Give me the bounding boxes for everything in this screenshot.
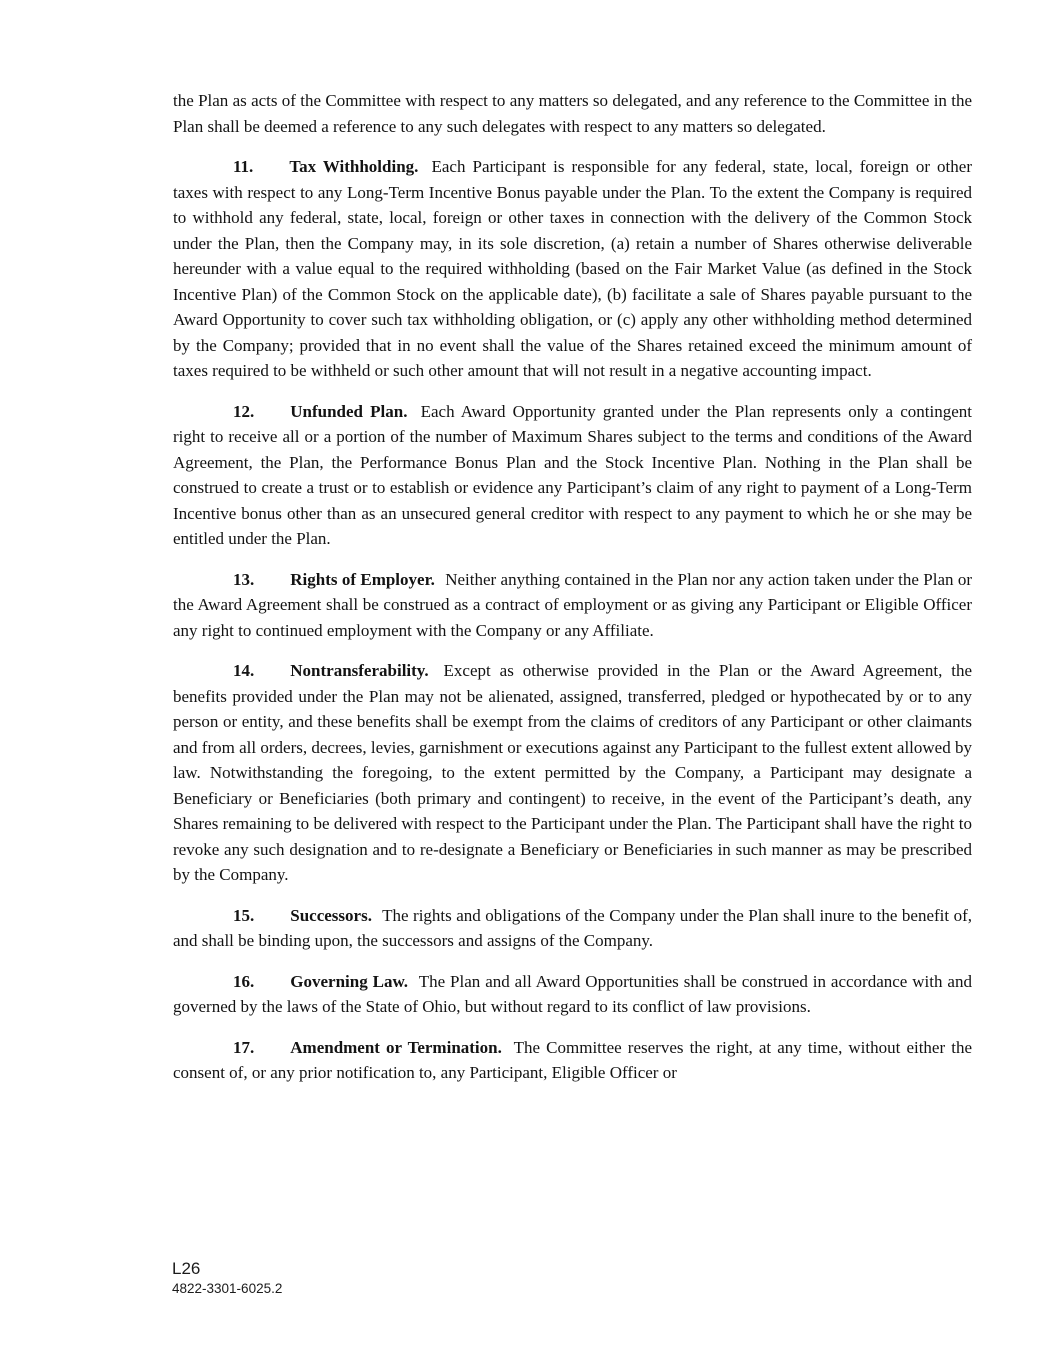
page-footer bbox=[172, 1258, 282, 1297]
section-number: 12. bbox=[233, 401, 255, 421]
section-title: Nontransferability. bbox=[290, 661, 429, 680]
section-body: The rights and obligations of the Company under the Plan shall inure to the benefit of, and shall be binding upon, the successors and assigns of the Company. bbox=[173, 905, 972, 950]
section-body: Each Participant is responsible for any federal, state, local, foreign or other taxes with respect to any Long-Term Incentive Bonus payable under the Plan. To the extent the Company is required to withhold any federal, state, local, foreign or other taxes in connection with the delivery of the Common Stock under the Plan, then the Company may, in its sole discretion, (a) retain a number of Shares otherwise deliverable hereunder with a value equal to the required withholding (based on the Fair Market Value (as defined in the Stock Incentive Plan) of the Common Stock on the applicable date), (b) facilitate a sale of Shares payable pursuant to the Award Opportunity to cover such tax withholding obligation, or (c) apply any other withholding method determined by the Company; provided that in no event shall the value of the Shares retained exceed the minimum amount of taxes required to be withheld or such other amount that will not result in a negative accounting impact. bbox=[173, 157, 972, 380]
section-paragraph-14 bbox=[173, 658, 972, 888]
section-body: The Committee reserves the right, at any time, without either the consent of, or any prior notification to, any Participant, Eligible Officer or bbox=[173, 1037, 972, 1082]
section-number: 15. bbox=[233, 905, 255, 925]
section-number: 14. bbox=[233, 661, 255, 680]
section-paragraph-16 bbox=[173, 969, 972, 1020]
page-label: L26 bbox=[172, 1259, 201, 1278]
document-control-number: 4822-3301-6025.2 bbox=[172, 1281, 283, 1296]
section-paragraph-17 bbox=[173, 1035, 972, 1086]
section-paragraph-12 bbox=[173, 399, 972, 552]
section-number: 11. bbox=[233, 157, 254, 176]
continuation-paragraph-text: the Plan as acts of the Committee with respect to any matters so delegated, and any reference to the Committee in the Plan shall be deemed a reference to any such delegates with respect to any matters so delegated. bbox=[173, 91, 972, 136]
section-title: Rights of Employer. bbox=[290, 569, 435, 589]
section-paragraph-13 bbox=[173, 567, 972, 644]
section-paragraph-15 bbox=[173, 903, 972, 954]
section-title: Unfunded Plan. bbox=[290, 401, 408, 421]
section-title: Successors. bbox=[290, 905, 372, 925]
document-body bbox=[173, 88, 972, 1101]
section-paragraph-11 bbox=[173, 154, 972, 384]
section-body: The Plan and all Award Opportunities shall be construed in accordance with and governed by the laws of the State of Ohio, but without regard to its conflict of law provisions. bbox=[173, 971, 972, 1016]
section-number: 16. bbox=[233, 971, 255, 991]
section-title: Tax Withholding. bbox=[289, 157, 419, 176]
section-body: Neither anything contained in the Plan nor any action taken under the Plan or the Award Agreement shall be construed as a contract of employment or as giving any Participant or Eligible Officer any right to continued employment with the Company or any Affiliate. bbox=[173, 569, 973, 640]
section-number: 13. bbox=[233, 569, 255, 589]
section-title: Governing Law. bbox=[290, 971, 409, 991]
section-number: 17. bbox=[233, 1037, 255, 1057]
section-body: Each Award Opportunity granted under the Plan represents only a contingent right to receive all or a portion of the number of Maximum Shares subject to the terms and conditions of the Award Agreement, the Plan, the Performance Bonus Plan and the Stock Incentive Plan. Nothing in the Plan shall be construed to create a trust or to establish or evidence any Participant’s claim of any right to payment of a Long-Term Incentive bonus other than as an unsecured general creditor with respect to any payment to which he or she may be entitled under the Plan. bbox=[173, 401, 973, 548]
section-title: Amendment or Termination. bbox=[290, 1037, 502, 1057]
section-body: Except as otherwise provided in the Plan or the Award Agreement, the benefits provided under the Plan may not be alienated, assigned, transferred, pledged or hypothecated by or to any person or entity, and these benefits shall be exempt from the claims of creditors of any Participant or other claimants and from all orders, decrees, levies, garnishment or executions against any Participant to the fullest extent allowed by law. Notwithstanding the foregoing, to the extent permitted by the Company, a Participant may designate a Beneficiary or Beneficiaries (both primary and contingent) to receive, in the event of the Participant’s death, any Shares remaining to be delivered with respect to the Participant under the Plan. The Participant shall have the right to revoke any such designation and to re-designate a Beneficiary or Beneficiaries in such manner as may be prescribed by the Company. bbox=[173, 661, 973, 884]
continuation-paragraph bbox=[173, 88, 972, 139]
